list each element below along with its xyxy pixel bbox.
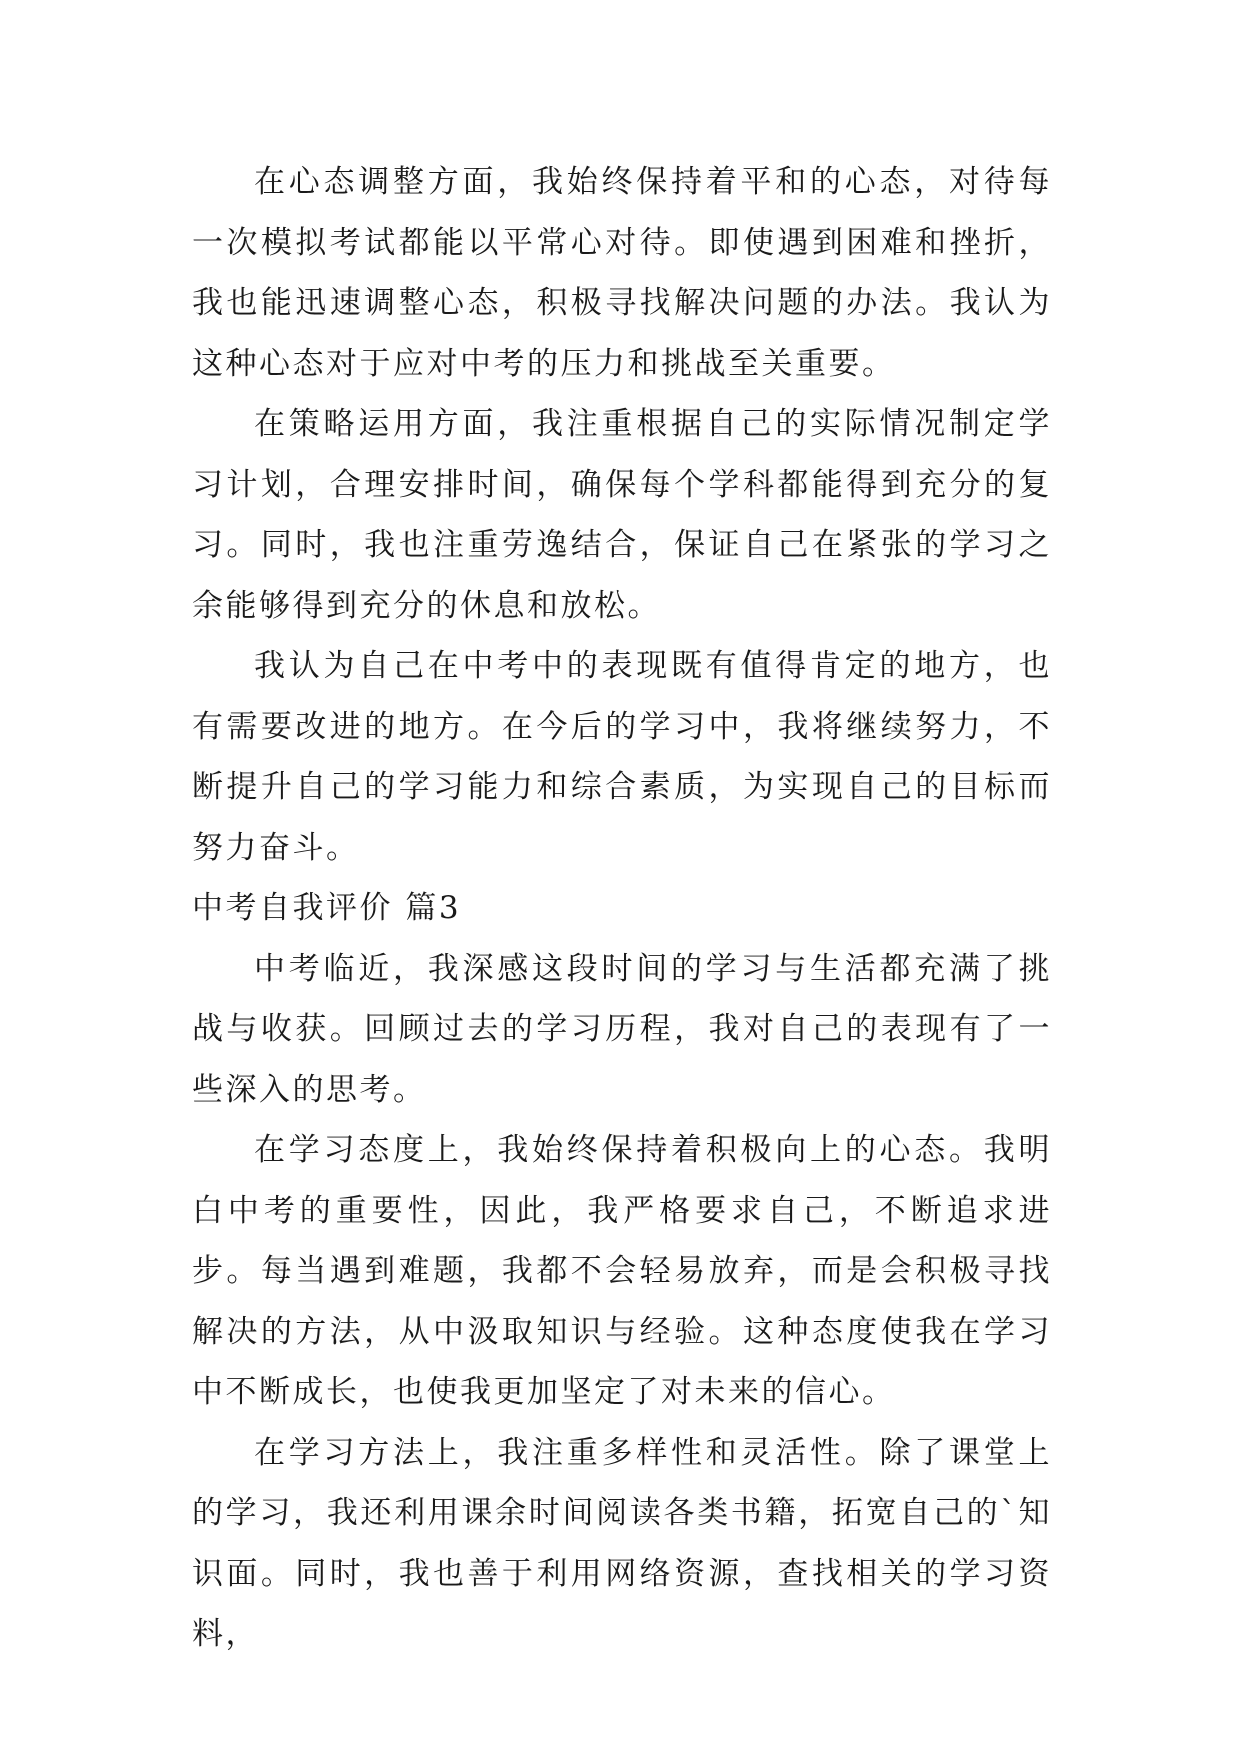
paragraph-mindset: 在心态调整方面，我始终保持着平和的心态，对待每一次模拟考试都能以平常心对待。即使遇到困难和挫折，我也能迅速调整心态，积极寻找解决问题的办法。我认为这种心态对于应对中考的压力和挑战至关重要。: [192, 164, 1052, 382]
paragraph-method: 在学习方法上，我注重多样性和灵活性。除了课堂上的学习，我还利用课余时间阅读各类书籍，拓宽自己的`知识面。同时，我也善于利用网络资源，查找相关的学习资料，: [192, 1434, 1052, 1652]
paragraph-attitude: 在学习态度上，我始终保持着积极向上的心态。我明白中考的重要性，因此，我严格要求自己，不断追求进步。每当遇到难题，我都不会轻易放弃，而是会积极寻找解决的方法，从中汲取知识与经验。这种态度使我在学习中不断成长，也使我更加坚定了对未来的信心。: [192, 1132, 1052, 1410]
paragraph-conclusion: 我认为自己在中考中的表现既有值得肯定的地方，也有需要改进的地方。在今后的学习中，我将继续努力，不断提升自己的学习能力和综合素质，为实现自己的目标而努力奋斗。: [192, 648, 1052, 866]
document-body: [192, 152, 1052, 1665]
section-heading: 中考自我评价 篇3: [192, 890, 462, 926]
paragraph-intro: 中考临近，我深感这段时间的学习与生活都充满了挑战与收获。回顾过去的学习历程，我对自己的表现有了一些深入的思考。: [192, 950, 1052, 1108]
paragraph-strategy: 在策略运用方面，我注重根据自己的实际情况制定学习计划，合理安排时间，确保每个学科都能得到充分的复习。同时，我也注重劳逸结合，保证自己在紧张的学习之余能够得到充分的休息和放松。: [192, 406, 1052, 624]
